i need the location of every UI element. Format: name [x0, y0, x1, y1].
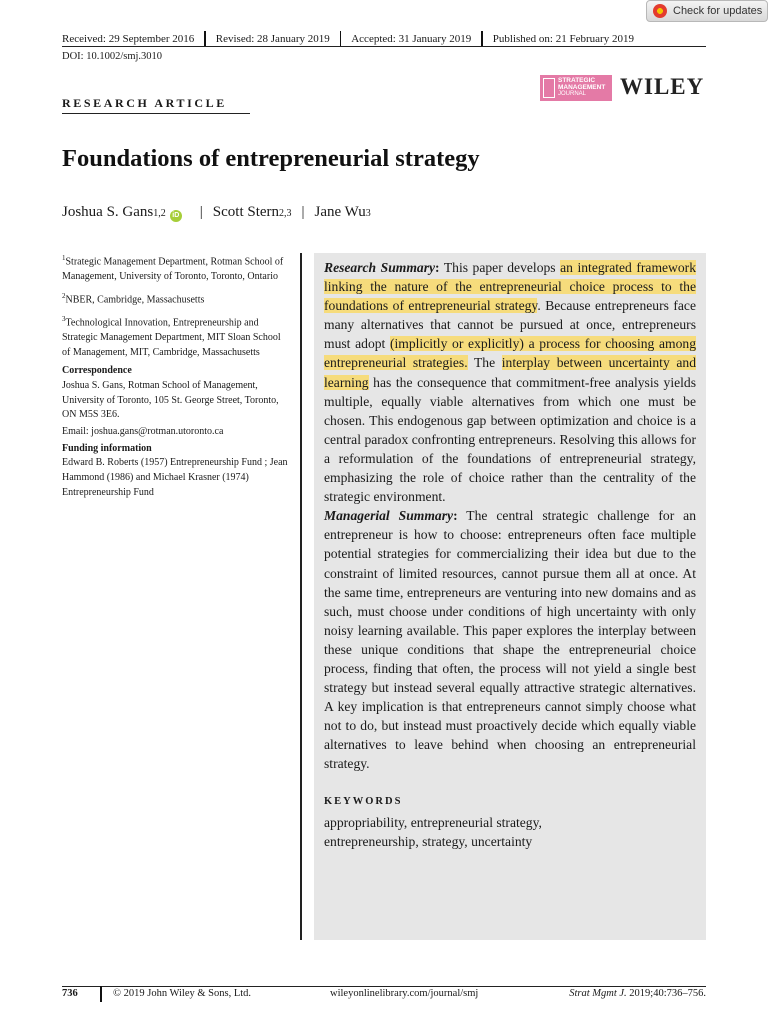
journal-abbrev: Strat Mgmt J. [569, 988, 627, 999]
affiliation [62, 289, 288, 308]
author-affiliation: 3 [365, 208, 371, 219]
orcid-icon[interactable]: iD [170, 210, 182, 222]
article-type-rule [62, 113, 250, 114]
footer-rule [62, 986, 706, 987]
author-name[interactable]: Scott Stern [212, 204, 280, 220]
revised-date: Revised: 28 January 2019 [215, 33, 330, 45]
author-separator: | [301, 204, 305, 220]
author-name[interactable]: Jane Wu [314, 204, 366, 220]
affiliation-text: Strategic Management Department, Rotman School of Management, University of Toronto, Toronto, Ontario [62, 256, 284, 283]
article-info-column [62, 251, 288, 503]
affiliation-number: 3 [62, 314, 66, 323]
received-date: Received: 29 September 2016 [62, 33, 195, 45]
accepted-date: Accepted: 31 January 2019 [351, 33, 472, 45]
abstract-text: . Because entrepreneurs face many alternatives that cannot be pursued at once, entrepreneurs must adopt [324, 298, 697, 352]
affiliation [62, 312, 288, 360]
page-number: 736 [62, 988, 78, 999]
date-separator [481, 31, 483, 47]
research-summary [324, 258, 696, 506]
author-name[interactable]: Joshua S. Gans [62, 204, 154, 220]
author-affiliation: 1,2 [153, 208, 166, 219]
affiliation [62, 251, 288, 285]
affiliation-number: 1 [62, 254, 66, 262]
funding-text: Edward B. Roberts (1957) Entrepreneurship Fund ; Jean Hammond (1986) and Michael Krasner (1974) Entrepreneurship Fund [62, 457, 288, 498]
correspondence-text: Joshua S. Gans, Rotman School of Management, University of Toronto, 105 St. George Street, Toronto, ON M5S 3E6. [62, 379, 279, 421]
date-separator [204, 31, 206, 47]
highlight: an integrated framework linking the nature of the entrepreneurial choice process to the foundations of entrepreneurial strategy [324, 260, 696, 314]
managerial-summary-label: Managerial Summary [324, 508, 454, 524]
copyright: © 2019 John Wiley & Sons, Ltd. [113, 988, 252, 999]
check-for-updates-label: Check for updates [673, 5, 763, 17]
journal-logo-line: STRATEGIC [558, 77, 596, 84]
footer-separator [100, 986, 102, 1002]
keywords-heading: KEYWORDS [324, 795, 403, 807]
citation-details: 2019;40:736–756. [626, 988, 706, 999]
journal-logo-mark [543, 78, 555, 98]
published-date: Published on: 21 February 2019 [492, 33, 634, 45]
page-footer [62, 988, 706, 1004]
abstract-text: This paper develops [439, 260, 561, 275]
journal-logo [540, 75, 612, 101]
managerial-summary [324, 506, 696, 773]
journal-logo-line: JOURNAL [558, 91, 587, 97]
header-rule [62, 46, 706, 47]
abstract-text: The [467, 355, 502, 371]
date-separator [340, 31, 342, 47]
crossmark-icon [653, 4, 667, 18]
keywords-line: entrepreneurship, strategy, uncertainty [324, 833, 533, 849]
column-divider [300, 253, 302, 940]
highlight: (implicitly or explicitly) a process for choosing among entrepreneurial strategies. [324, 336, 696, 371]
highlight: interplay between uncertainty and learning [324, 355, 697, 390]
citation [569, 988, 706, 999]
abstract-text: The central strategic challenge for an entrepreneur is how to choose: entrepreneurs often face multiple potential strategies for commercializing their idea but due to the constraint of limited resources, cannot pursue them all at once. At the same time, entrepreneurs are venturing into new domains and as such, must choose under conditions of high uncertainty with only noisy learning available. This paper explores the interplay between these unique conditions that shape the entrepreneurial choice process, finding that often, the process will not yield a single best strategy but instead several equally attractive strategic alternatives. A key implication is that entrepreneurs cannot simply choose what not to do, but instead must proactively decide which equally viable alternatives to leave behind when choosing an entrepreneurial strategy. [324, 508, 697, 772]
correspondence-email[interactable]: Email: joshua.gans@rotman.utoronto.ca [62, 426, 224, 438]
label-colon: : [453, 508, 458, 524]
correspondence-heading: Correspondence [62, 365, 132, 377]
author-affiliation: 2,3 [279, 208, 292, 219]
doi[interactable]: DOI: 10.1002/smj.3010 [62, 51, 163, 62]
abstract-box [314, 253, 706, 940]
article-type: RESEARCH ARTICLE [62, 96, 227, 110]
keywords-line: appropriability, entrepreneurial strategy, [324, 814, 542, 830]
author-list [62, 204, 371, 221]
research-summary-label: Research Summary [324, 260, 436, 275]
article-title: Foundations of entrepreneurial strategy [62, 145, 480, 172]
journal-url[interactable]: wileyonlinelibrary.com/journal/smj [330, 988, 479, 999]
author-separator: | [199, 204, 203, 220]
publisher-logo: WILEY [620, 74, 705, 99]
label-colon: : [435, 260, 440, 275]
keywords [324, 813, 696, 851]
check-for-updates-button[interactable] [646, 0, 768, 22]
funding-heading: Funding information [62, 442, 152, 454]
journal-logo-line: MANAGEMENT [558, 84, 606, 91]
affiliation-text: Technological Innovation, Entrepreneurship and Strategic Management Department, MIT Sloan School of Management, MIT, Cambridge, Massachusetts [62, 317, 281, 358]
affiliation-number: 2 [62, 291, 66, 300]
affiliation-text: NBER, Cambridge, Massachusetts [65, 294, 205, 306]
abstract-text: has the consequence that commitment-free analysis yields multiple, equally viable alternatives from which one must be chosen. This endogenous gap between optimization and choice is a central paradox confronting entrepreneurs. Resolving this allows for a reformulation of the foundations of entrepreneurial strategy, emphasizing the role of choice rather than the centrality of the strategic environment. [324, 374, 696, 505]
